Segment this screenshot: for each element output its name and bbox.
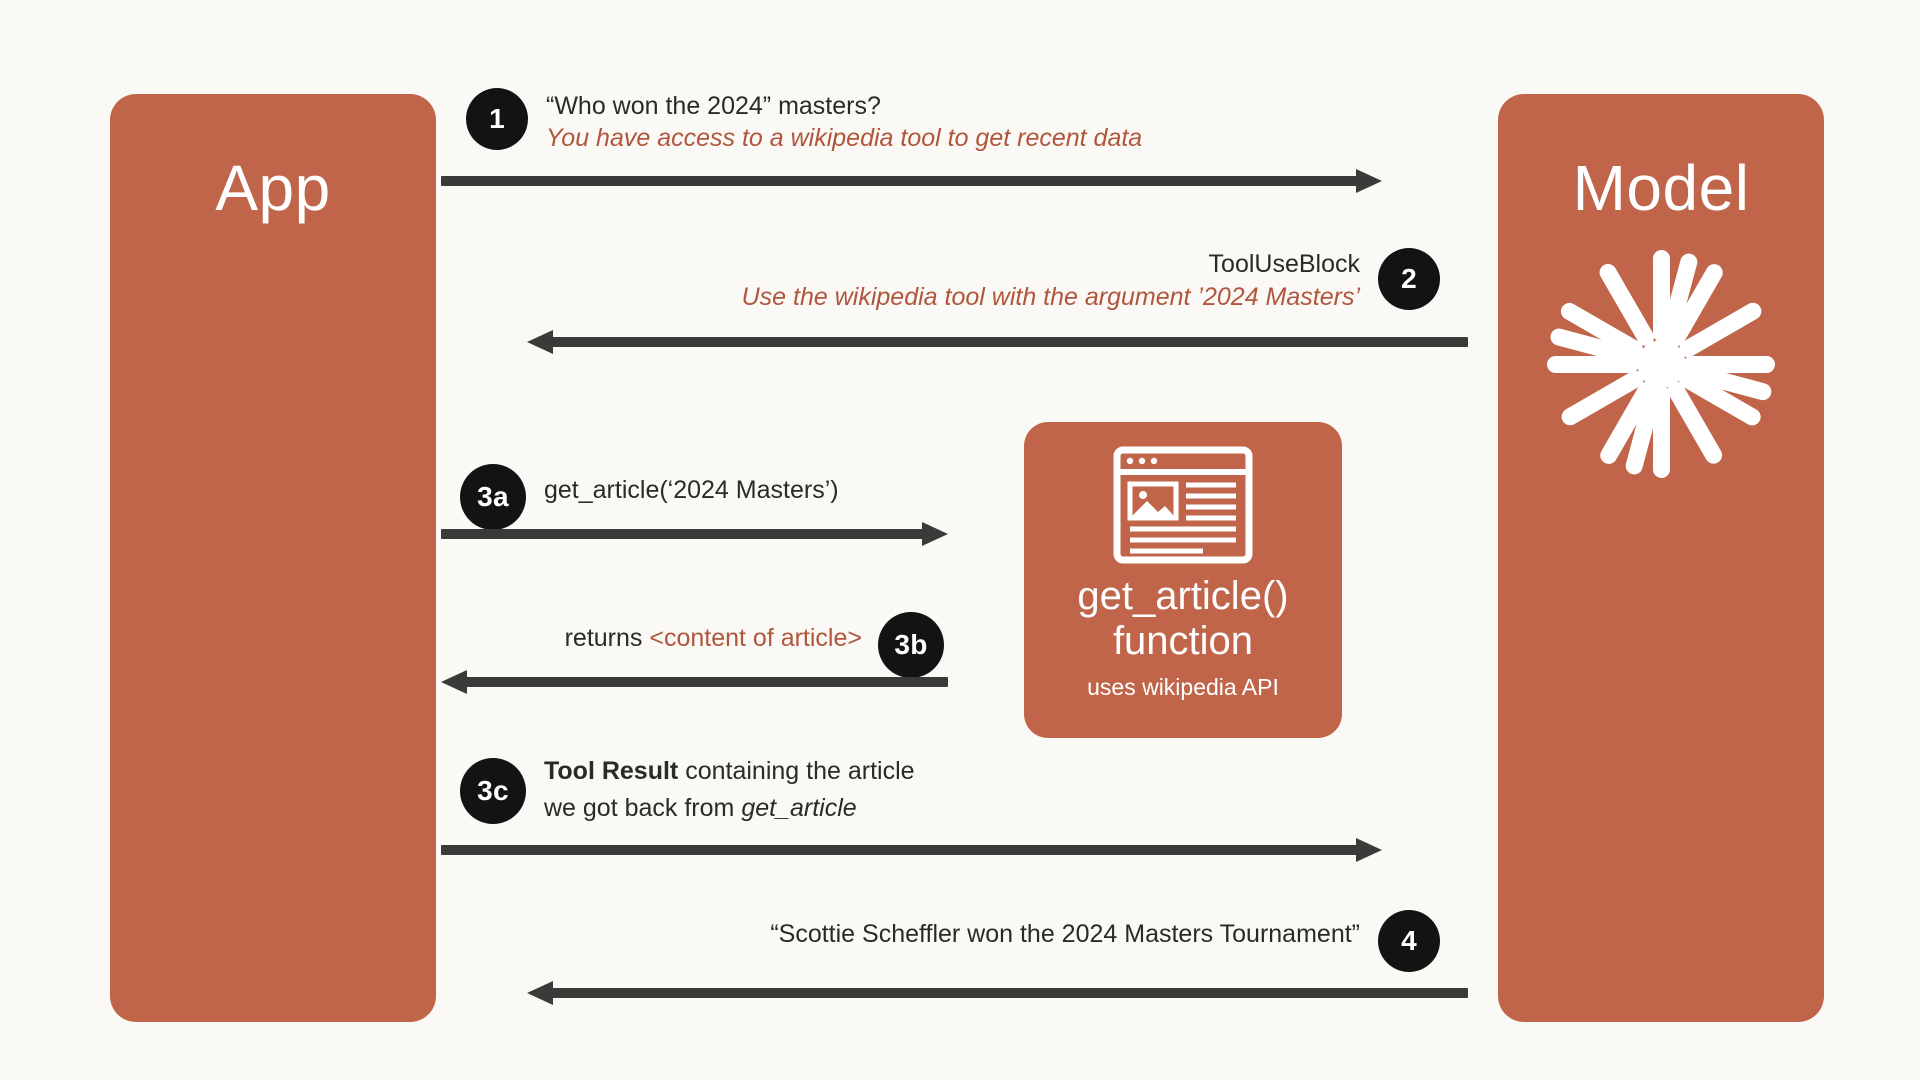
step-3c-line2	[544, 792, 857, 824]
tool-function-box	[1024, 422, 1342, 738]
arrow-step-3c	[441, 845, 1381, 857]
actor-app-label: App	[215, 152, 331, 224]
arrow-step-4	[528, 988, 1468, 1000]
step-badge-2: 2	[1378, 248, 1440, 310]
step-3c-line1-rest: containing the article	[678, 757, 915, 785]
tool-title-line2: function	[1112, 618, 1254, 663]
step-3c-line2-italic: get_article	[741, 794, 857, 822]
step-3b-label	[400, 622, 862, 654]
starburst-icon	[1541, 244, 1781, 484]
step-badge-3a: 3a	[460, 464, 526, 530]
arrow-step-3a	[441, 529, 947, 541]
step-3b-plain: returns	[564, 624, 650, 652]
step-1-line2-text: You have access to a wikipedia tool to get recent data	[546, 124, 1143, 152]
tool-title-line1: get_article()	[1077, 574, 1289, 618]
step-badge-3b: 3b	[878, 612, 944, 678]
tool-title	[1077, 574, 1288, 664]
step-2-line2-text: Use the wikipedia tool with the argument ’2024 Masters’	[741, 283, 1360, 311]
step-3b-accent: <content of article>	[649, 624, 862, 652]
step-3a-label: get_article(‘2024 Masters’)	[544, 476, 839, 504]
actor-model-label: Model	[1572, 152, 1750, 224]
step-badge-3c: 3c	[460, 758, 526, 824]
actor-app	[110, 94, 436, 1022]
step-4-label: “Scottie Scheffler won the 2024 Masters Tournament”	[770, 920, 1360, 948]
step-badge-1: 1	[466, 88, 528, 150]
step-2-line1: ToolUseBlock	[1208, 250, 1360, 278]
step-2-line2	[560, 281, 1360, 313]
step-3c-line1-bold: Tool Result	[544, 757, 679, 785]
actor-model	[1498, 94, 1824, 1022]
arrow-step-3b	[442, 677, 948, 689]
step-3c-line2-plain: we got back from	[544, 794, 742, 822]
article-icon	[1113, 446, 1253, 564]
tool-subtitle: uses wikipedia API	[1087, 673, 1279, 700]
step-1-line1: “Who won the 2024” masters?	[546, 92, 881, 120]
arrow-step-2	[528, 337, 1468, 349]
step-badge-4: 4	[1378, 910, 1440, 972]
step-1-line2	[546, 122, 1142, 154]
arrow-step-1	[441, 176, 1381, 188]
step-3c-line1	[544, 755, 915, 787]
